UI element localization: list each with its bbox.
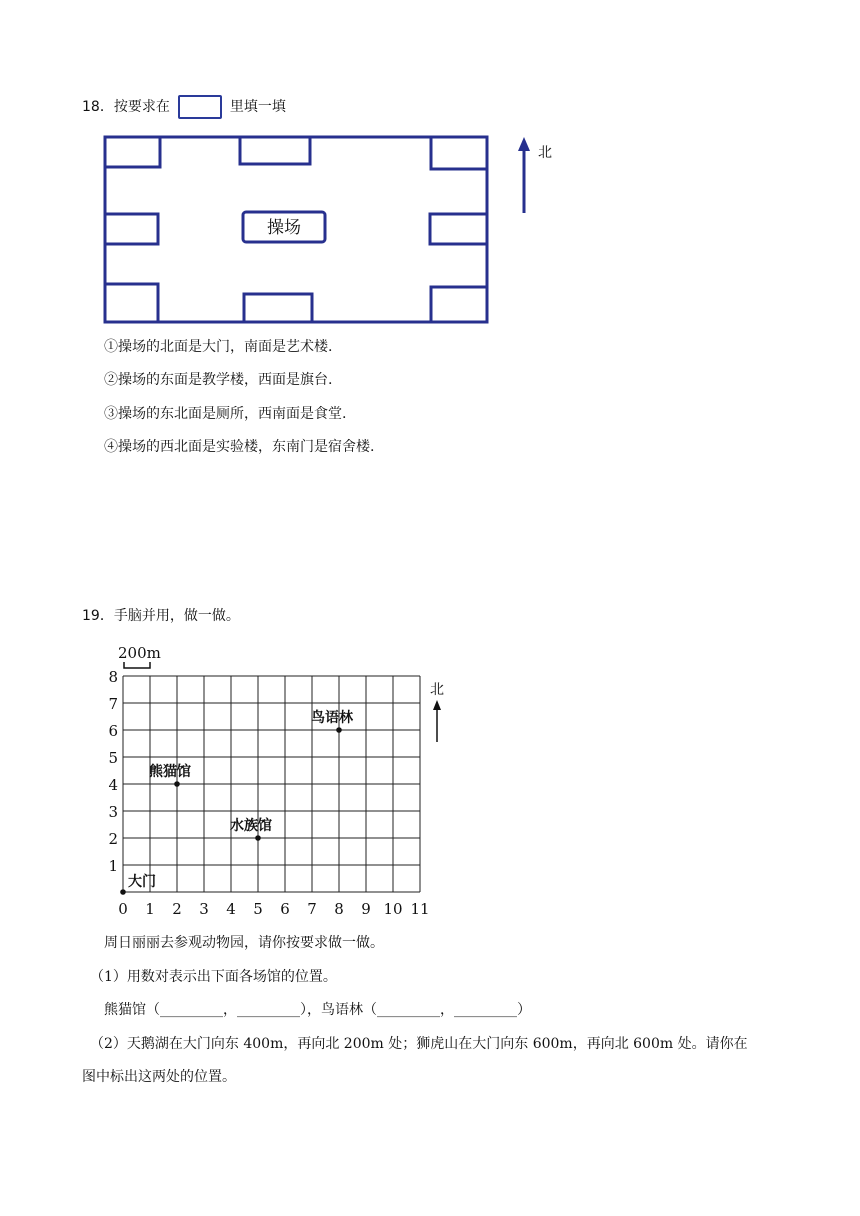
grid-lines <box>123 676 420 892</box>
x-tick-label: 6 <box>280 900 290 918</box>
x-tick-label: 9 <box>361 900 371 918</box>
x-tick-label: 3 <box>199 900 209 918</box>
answer-box-east[interactable] <box>430 214 487 244</box>
q18-map <box>100 132 500 332</box>
q19-title: 19．手脑并用，做一做。 <box>82 608 240 624</box>
q18-north-arrow <box>510 135 560 225</box>
north-arrow-head-icon <box>518 137 530 151</box>
q19-north-label: 北 <box>430 682 444 698</box>
answer-box-southeast[interactable] <box>431 287 487 322</box>
x-tick-label: 8 <box>334 900 344 918</box>
q19-north-arrow <box>425 678 465 748</box>
x-tick-label: 2 <box>172 900 182 918</box>
q19-part2-line2: 图中标出这两处的位置。 <box>82 1069 236 1085</box>
y-tick-label: 3 <box>108 803 118 821</box>
place-label: 鸟语林 <box>311 710 353 726</box>
x-tick-label: 5 <box>253 900 263 918</box>
north-arrow-head-icon <box>433 700 441 710</box>
x-tick-label: 10 <box>383 900 403 918</box>
answer-box-north[interactable] <box>240 137 310 164</box>
x-tick-label: 11 <box>410 900 430 918</box>
y-tick-label: 2 <box>108 830 118 848</box>
zoo-grid-map <box>100 638 460 923</box>
q18-title-prefix: 18．按要求在 <box>82 99 170 115</box>
q18-item-4: ④操场的西北面是实验楼，东南门是宿舍楼. <box>104 439 375 455</box>
q18-title-suffix: 里填一填 <box>229 99 286 115</box>
zoo-places <box>120 709 354 895</box>
q18-item-3: ③操场的东北面是厕所，西南面是食堂. <box>104 406 347 422</box>
q18-item-1: ①操场的北面是大门，南面是艺术楼. <box>104 339 333 355</box>
x-tick-label: 0 <box>118 900 128 918</box>
place-point <box>120 889 126 895</box>
x-tick-label: 7 <box>307 900 317 918</box>
q18-item-2: ②操场的东面是教学楼，西面是旗台. <box>104 372 333 388</box>
y-tick-label: 8 <box>108 668 118 686</box>
place-label: 水族馆 <box>230 818 272 834</box>
y-tick-label: 7 <box>108 695 118 713</box>
answer-box-west[interactable] <box>105 214 158 244</box>
place-point <box>255 835 261 841</box>
q18-north-label: 北 <box>538 145 552 161</box>
y-tick-label: 5 <box>108 749 118 767</box>
q19-intro: 周日丽丽去参观动物园，请你按要求做一做。 <box>104 935 384 951</box>
y-tick-label: 1 <box>108 857 118 875</box>
scale-label: 200m <box>118 644 161 662</box>
q19-part1: （1）用数对表示出下面各场馆的位置。 <box>90 969 337 985</box>
q18-title <box>82 95 286 119</box>
axis-tick-labels <box>108 668 429 918</box>
place-point <box>336 727 342 733</box>
scale-bar <box>124 662 150 668</box>
answer-box-northeast[interactable] <box>431 137 487 169</box>
answer-box-south[interactable] <box>244 294 312 322</box>
answer-box-southwest[interactable] <box>105 284 158 322</box>
q19-part2-line1: （2）天鹅湖在大门向东 400m，再向北 200m 处；狮虎山在大门向东 600m，再向北 600m 处。请你在 <box>90 1036 748 1052</box>
place-label: 熊猫馆 <box>149 764 191 780</box>
y-tick-label: 4 <box>108 776 118 794</box>
place-point <box>174 781 180 787</box>
answer-box-sample <box>178 95 222 119</box>
x-tick-label: 1 <box>145 900 155 918</box>
place-label: 大门 <box>128 874 156 890</box>
q19-blanks-line[interactable]: 熊猫馆（_________，_________），鸟语林（_________，_________） <box>104 1002 531 1018</box>
x-tick-label: 4 <box>226 900 236 918</box>
y-tick-label: 6 <box>108 722 118 740</box>
playground-label: 操场 <box>267 218 301 238</box>
answer-box-northwest[interactable] <box>105 137 160 167</box>
